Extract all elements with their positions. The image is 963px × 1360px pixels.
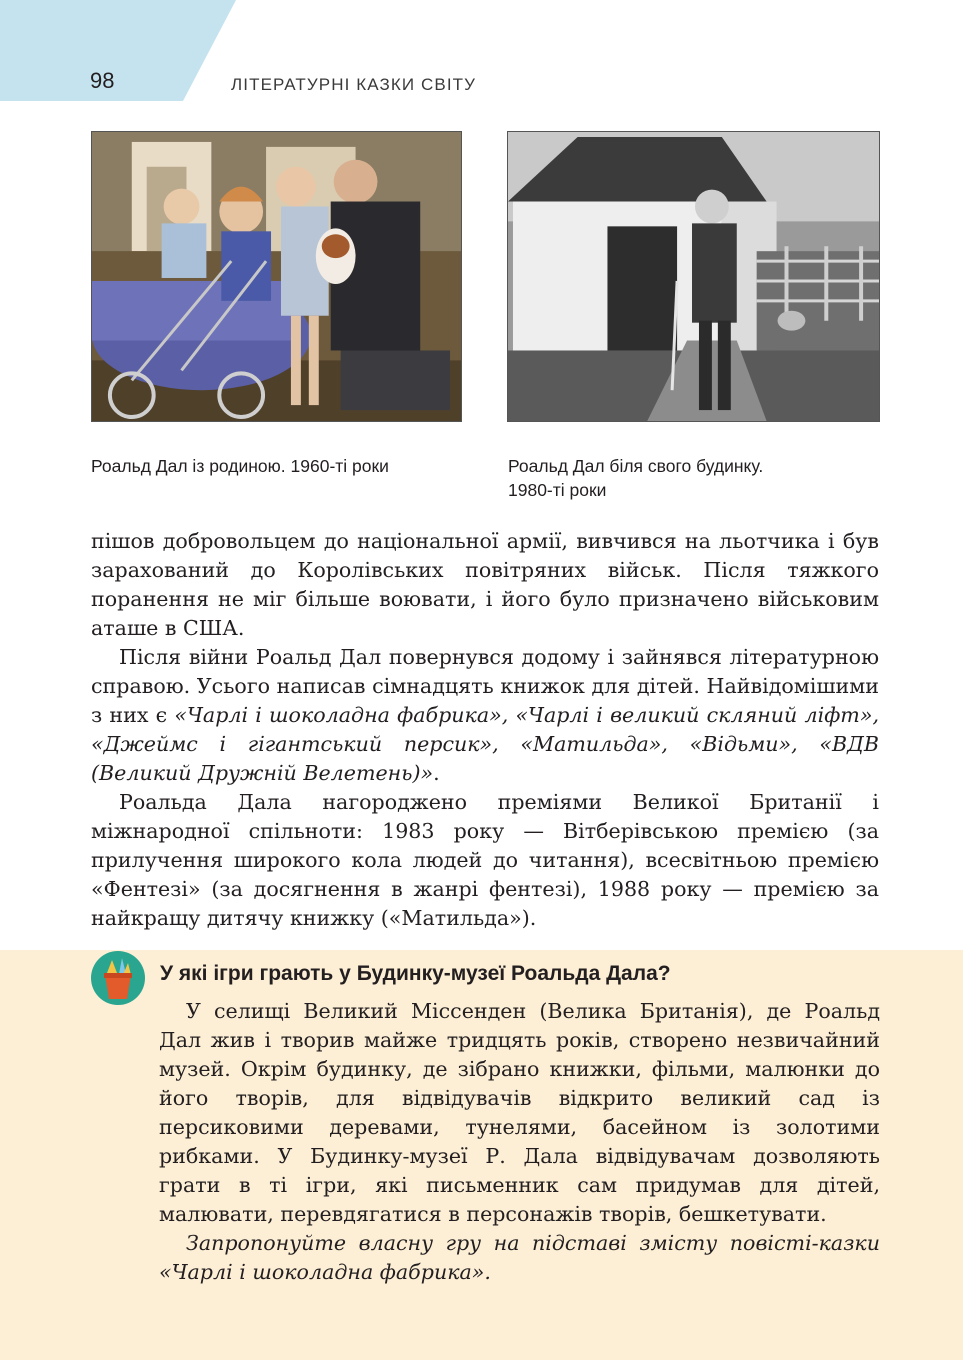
main-text — [91, 527, 879, 933]
book-titles: «Чарлі і шоколадна фабрика», «Чарлі і великий скляний ліфт», «Джеймс і гігантський персик», «Матильда», «Відьми», «ВДВ (Великий Дружній Велетень)» — [91, 703, 879, 785]
paragraph-1: пішов добровольцем до національної армії, вивчився на льотчика і був зарахований до Королівських повітряних військ. Після тяжкого поранення не міг більше воювати, і його було призначено військовим аташе в США. — [91, 529, 879, 640]
box-text — [159, 997, 880, 1287]
running-title: ЛІТЕРАТУРНІ КАЗКИ СВІТУ — [231, 75, 477, 94]
paragraph-3: Роальда Дала нагороджено преміями Великої Британії і міжнародної спільноти: 1983 року — Вітберівською премією (за прилучення широкого кола людей до читання), всесвітньою премією «Фентезі» (за досягнення в жанрі фентезі), 1988 року — премією за найкращу дитячу книжку («Матильда»). — [91, 790, 879, 930]
box-paragraph: У селищі Великий Міссенден (Велика Британія), де Роальд Дал жив і творив майже тридцять років, створено незвичайний музей. Окрім будинку, де зібрано книжки, фільми, малюнки до його творів, для відвідувачів відкрито великий сад із персиковими деревами, тунелями, басейном із золотими рибками. У Будинку-музеї Р. Дала відвідувачам дозволяють грати в ті ігри, які письменник сам придумав для дітей, малювати, перевдягатися в персонажів творів, бешкетувати. — [159, 999, 880, 1226]
house-photo-caption-line2: 1980-ті роки — [508, 480, 607, 500]
house-photo-caption-line1: Роальд Дал біля свого будинку. — [508, 456, 764, 476]
paragraph-2-start: Після війни Роальд Дал повернувся додому і зайнявся літературною справою. Усього написав сімнадцять книжок для дітей. Найвідомішими з них є — [91, 645, 879, 727]
house-photo-caption — [508, 454, 878, 502]
corner-tab — [0, 0, 236, 101]
family-photo-caption: Роальд Дал із родиною. 1960-ті роки — [91, 456, 389, 476]
paragraph-2-end: . — [433, 761, 440, 785]
page-number: 98 — [90, 68, 115, 93]
paragraph-2 — [91, 643, 879, 788]
family-photo — [91, 131, 462, 422]
house-photo — [507, 131, 880, 422]
box-title: У які ігри грають у Будинку-музеї Роальда Дала? — [160, 962, 671, 985]
pencil-pot-icon — [91, 951, 145, 1005]
box-task: Запропонуйте власну гру на підставі змісту повісті-казки «Чарлі і шоколадна фабрика». — [159, 1231, 880, 1284]
